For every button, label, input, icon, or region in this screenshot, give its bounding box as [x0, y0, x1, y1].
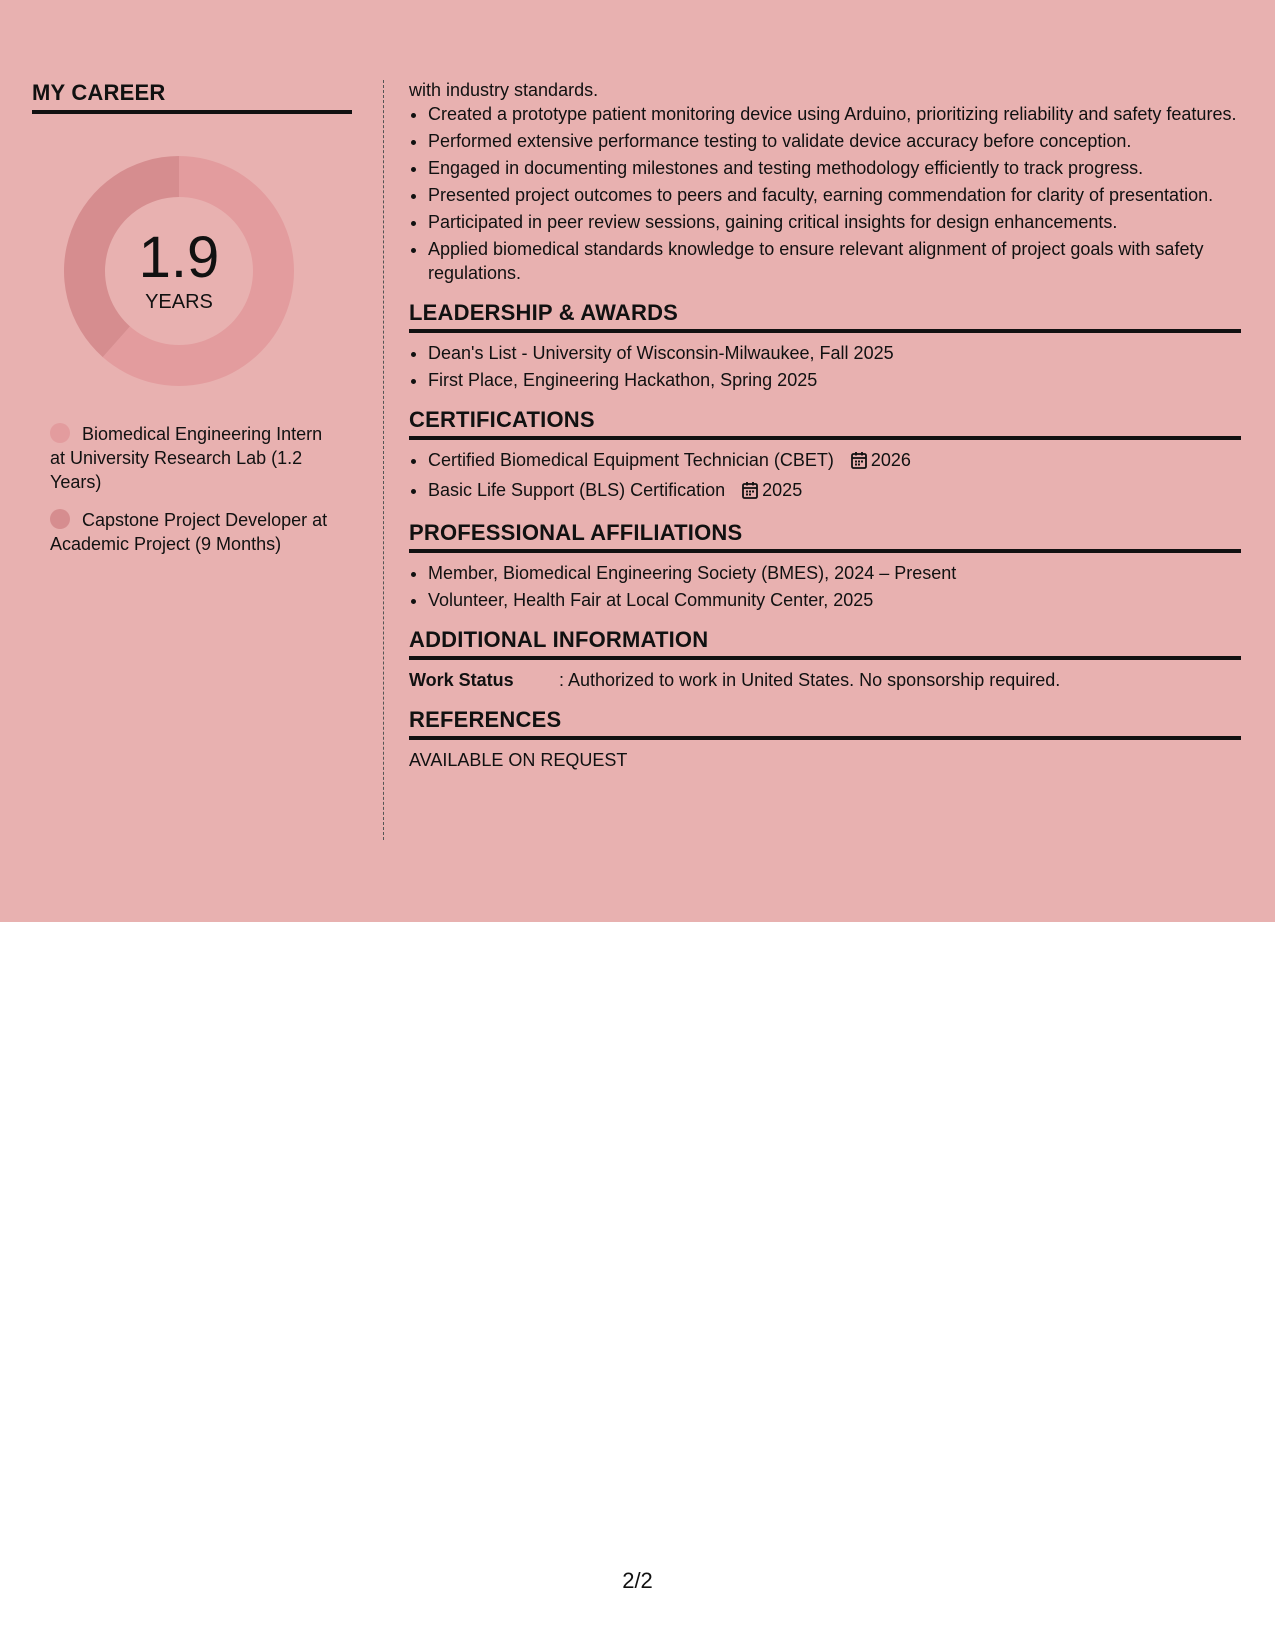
career-column — [32, 80, 352, 570]
certifications-title: CERTIFICATIONS — [409, 408, 1241, 440]
certification-name: Certified Biomedical Equipment Technician (CBET) — [428, 450, 834, 470]
career-title: MY CAREER — [32, 80, 352, 114]
career-donut-chart — [64, 156, 294, 386]
leadership-list — [409, 341, 1241, 392]
references-title: REFERENCES — [409, 708, 1241, 740]
work-status-value: : Authorized to work in United States. No sponsorship required. — [559, 670, 1061, 690]
list-item: • Performed extensive performance testing to validate device accuracy before conception. — [428, 129, 1241, 153]
legend-dot — [50, 509, 70, 529]
list-item: • Created a prototype patient monitoring device using Arduino, prioritizing reliability and safety features. — [428, 102, 1241, 126]
affiliations-list — [409, 561, 1241, 612]
total-years-value: 1.9 — [138, 224, 220, 290]
additional-info-title: ADDITIONAL INFORMATION — [409, 628, 1241, 660]
total-years-unit: YEARS — [145, 290, 213, 313]
career-legend — [50, 422, 340, 556]
calendar-icon — [742, 481, 758, 505]
legend-item — [50, 422, 340, 494]
certification-name: Basic Life Support (BLS) Certification — [428, 480, 726, 500]
project-bullet-list — [409, 102, 1241, 285]
certification-year: 2025 — [762, 480, 803, 500]
main-column — [409, 78, 1241, 772]
certifications-list — [409, 448, 1241, 505]
certification-year: 2026 — [870, 450, 911, 470]
legend-label: Biomedical Engineering Intern at University Research Lab (1.2 Years) — [50, 424, 323, 492]
donut-center — [64, 156, 294, 386]
legend-item — [50, 508, 340, 556]
continued-text: with industry standards. — [409, 80, 599, 100]
list-item — [428, 448, 1241, 475]
list-item: • Presented project outcomes to peers and faculty, earning commendation for clarity of presentation. — [428, 183, 1241, 207]
page-number: 2/2 — [622, 1568, 653, 1593]
work-status-row — [409, 668, 1241, 692]
legend-label: Capstone Project Developer at Academic Project (9 Months) — [50, 510, 328, 554]
list-item: • Member, Biomedical Engineering Society (BMES), 2024 – Present — [428, 561, 1241, 585]
references-text: AVAILABLE ON REQUEST — [409, 750, 628, 770]
affiliations-title: PROFESSIONAL AFFILIATIONS — [409, 521, 1241, 553]
work-status-label: Work Status — [409, 670, 514, 690]
list-item — [428, 478, 1241, 505]
list-item: • First Place, Engineering Hackathon, Spring 2025 — [428, 368, 1241, 392]
list-item: • Participated in peer review sessions, gaining critical insights for design enhancements. — [428, 210, 1241, 234]
column-divider — [383, 80, 384, 840]
list-item: • Engaged in documenting milestones and testing methodology efficiently to track progress. — [428, 156, 1241, 180]
leadership-title: LEADERSHIP & AWARDS — [409, 301, 1241, 333]
list-item: • Volunteer, Health Fair at Local Community Center, 2025 — [428, 588, 1241, 612]
calendar-icon — [851, 451, 867, 475]
legend-dot — [50, 423, 70, 443]
list-item: • Applied biomedical standards knowledge to ensure relevant alignment of project goals with safety regulations. — [428, 237, 1241, 285]
list-item: • Dean's List - University of Wisconsin-Milwaukee, Fall 2025 — [428, 341, 1241, 365]
